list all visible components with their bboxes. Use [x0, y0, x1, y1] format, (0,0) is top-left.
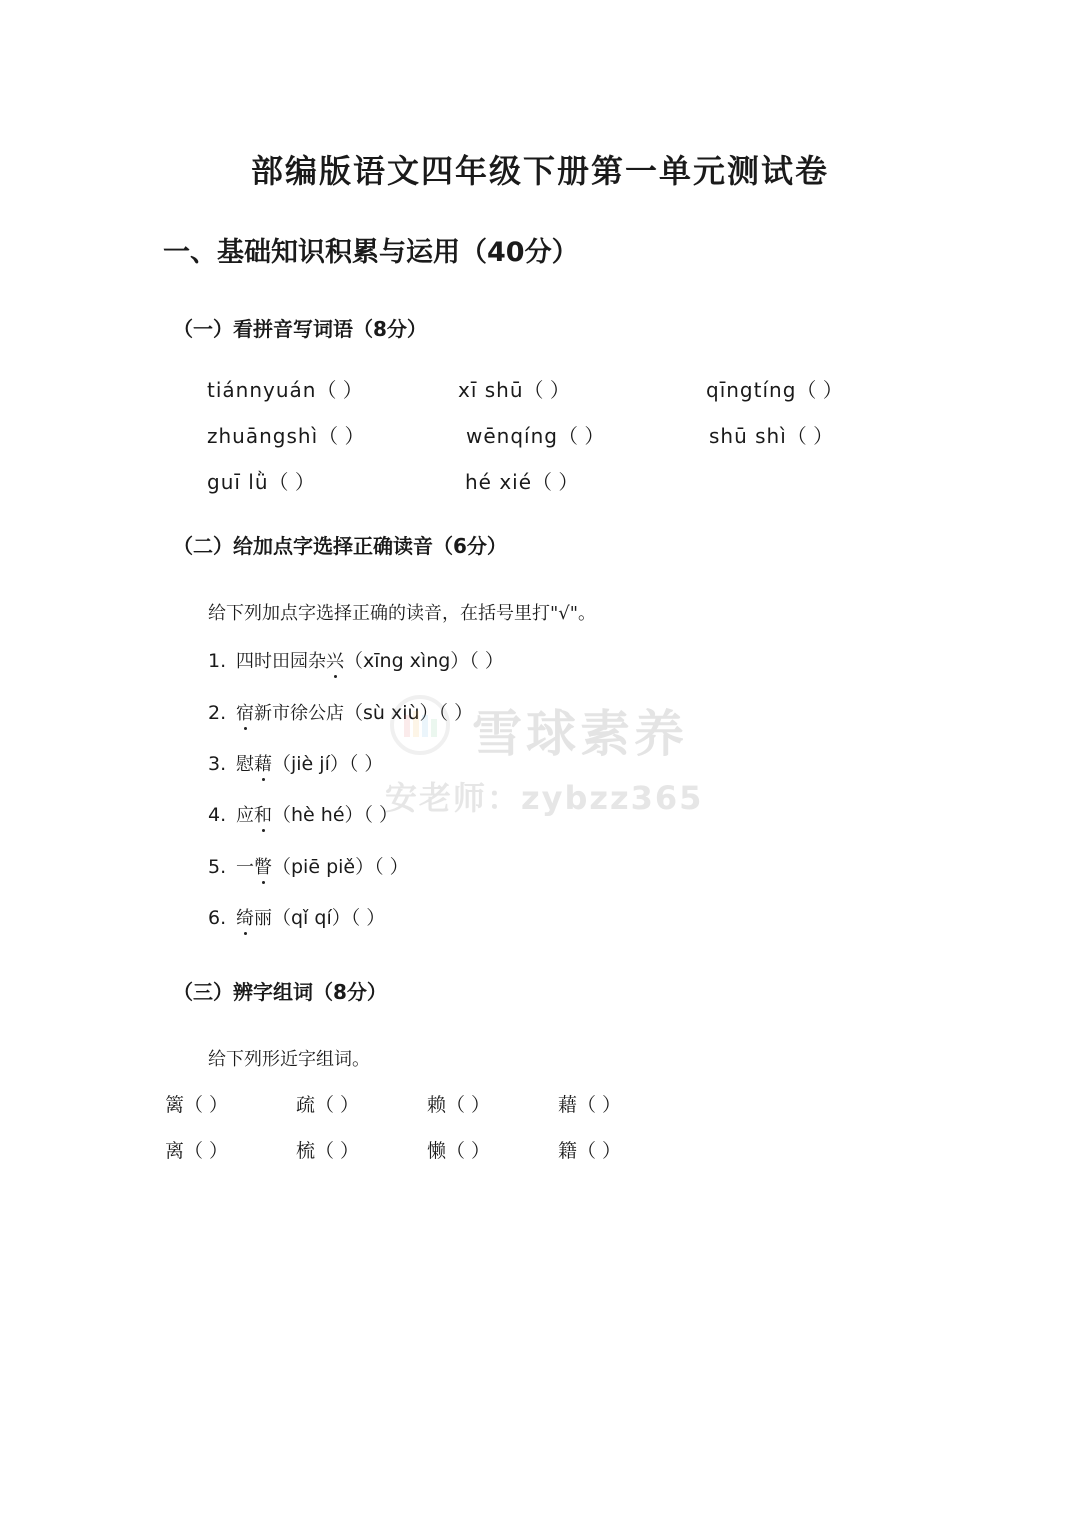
- answer-blank: （ ）: [350, 907, 386, 929]
- word-group-cell: 赖（ ）: [427, 1094, 491, 1116]
- pinyin-text: wēnqíng: [466, 424, 558, 448]
- item-number: 1.: [208, 650, 227, 672]
- pinyin-item: [207, 466, 315, 495]
- dotted-character: 瞥: [254, 857, 272, 878]
- answer-blank: （ ）: [786, 424, 834, 448]
- pinyin-item: [466, 420, 604, 449]
- reading-item: [208, 646, 504, 673]
- pinyin-text: guī lǜ: [207, 470, 269, 494]
- word-group-row: [165, 1136, 689, 1163]
- pinyin-item: [458, 374, 570, 403]
- word-group-cell: 篱（ ）: [165, 1094, 229, 1116]
- pinyin-text: shū shì: [709, 424, 787, 448]
- item-words: 一瞥: [236, 857, 272, 878]
- answer-blank: （ ）: [532, 470, 579, 494]
- pronunciation-options: （piē piě）: [272, 856, 375, 878]
- watermark-brand: 雪球素养: [472, 705, 688, 763]
- dotted-character: 宿: [236, 703, 254, 724]
- word-group-cell: 梳（ ）: [296, 1140, 360, 1162]
- word-group-cell: 离（ ）: [165, 1140, 229, 1162]
- answer-blank: （ ）: [318, 424, 365, 448]
- item-words: 四时田园杂兴: [236, 651, 344, 672]
- answer-blank: （ ）: [523, 378, 570, 402]
- pinyin-item: [207, 420, 365, 449]
- pinyin-text: zhuāngshì: [207, 424, 319, 448]
- pronunciation-options: （jiè jí）: [272, 753, 349, 775]
- item-words: 宿新市徐公店: [236, 703, 344, 724]
- item-number: 6.: [208, 907, 227, 929]
- part1-heading: 一、基础知识积累与运用（40分）: [163, 237, 579, 268]
- dotted-character: 兴: [326, 651, 344, 672]
- section1-heading: （一）看拼音写词语（8分）: [173, 317, 427, 341]
- dotted-character: 藉: [254, 754, 272, 775]
- pronunciation-options: （sù xiù）: [344, 702, 439, 724]
- reading-item: [208, 903, 385, 930]
- item-number: 4.: [208, 804, 227, 826]
- pinyin-text: hé xié: [465, 470, 533, 494]
- pinyin-text: qīngtíng: [706, 378, 797, 402]
- reading-item: [208, 800, 398, 827]
- pinyin-text: xī shū: [458, 378, 524, 402]
- section3-instruction: 给下列形近字组词。: [208, 1049, 370, 1070]
- item-number: 2.: [208, 702, 227, 724]
- word-group-cell: 懒（ ）: [427, 1140, 491, 1162]
- pinyin-item: [465, 466, 578, 495]
- answer-blank: （ ）: [438, 702, 474, 724]
- pinyin-item: [207, 374, 363, 403]
- reading-item: [208, 749, 383, 776]
- item-words: 应和: [236, 805, 272, 826]
- answer-blank: （ ）: [557, 424, 605, 448]
- dotted-character: 和: [254, 805, 272, 826]
- word-group-cell: 籍（ ）: [558, 1140, 622, 1162]
- watermark-contact: 安老师：zybzz365: [385, 779, 704, 817]
- pinyin-text: tiánnyuán: [207, 378, 317, 402]
- section2-instruction: 给下列加点字选择正确的读音，在括号里打"√"。: [208, 603, 597, 624]
- page-title: 部编版语文四年级下册第一单元测试卷: [250, 152, 829, 190]
- answer-blank: （ ）: [268, 470, 315, 494]
- answer-blank: （ ）: [348, 753, 384, 775]
- item-words: 慰藉: [236, 754, 272, 775]
- answer-blank: （ ）: [363, 804, 399, 826]
- item-number: 5.: [208, 856, 227, 878]
- word-group-row: [165, 1090, 689, 1117]
- answer-blank: （ ）: [316, 378, 363, 402]
- dotted-character: 绮: [236, 908, 254, 929]
- pronunciation-options: （xīng xìng）: [344, 650, 470, 672]
- word-group-cell: 藉（ ）: [558, 1094, 622, 1116]
- section2-heading: （二）给加点字选择正确读音（6分）: [173, 534, 507, 558]
- answer-blank: （ ）: [469, 650, 504, 672]
- item-number: 3.: [208, 753, 227, 775]
- answer-blank: （ ）: [374, 856, 409, 878]
- word-group-cell: 疏（ ）: [296, 1094, 360, 1116]
- pronunciation-options: （qǐ qí）: [272, 907, 351, 929]
- pinyin-item: [706, 374, 843, 403]
- pinyin-item: [709, 420, 833, 449]
- answer-blank: （ ）: [796, 378, 843, 402]
- reading-item: [208, 852, 409, 879]
- section3-heading: （三）辨字组词（8分）: [173, 980, 387, 1004]
- pronunciation-options: （hè hé）: [272, 804, 364, 826]
- watermark-logo-icon: [388, 693, 452, 757]
- item-words: 绮丽: [236, 908, 272, 929]
